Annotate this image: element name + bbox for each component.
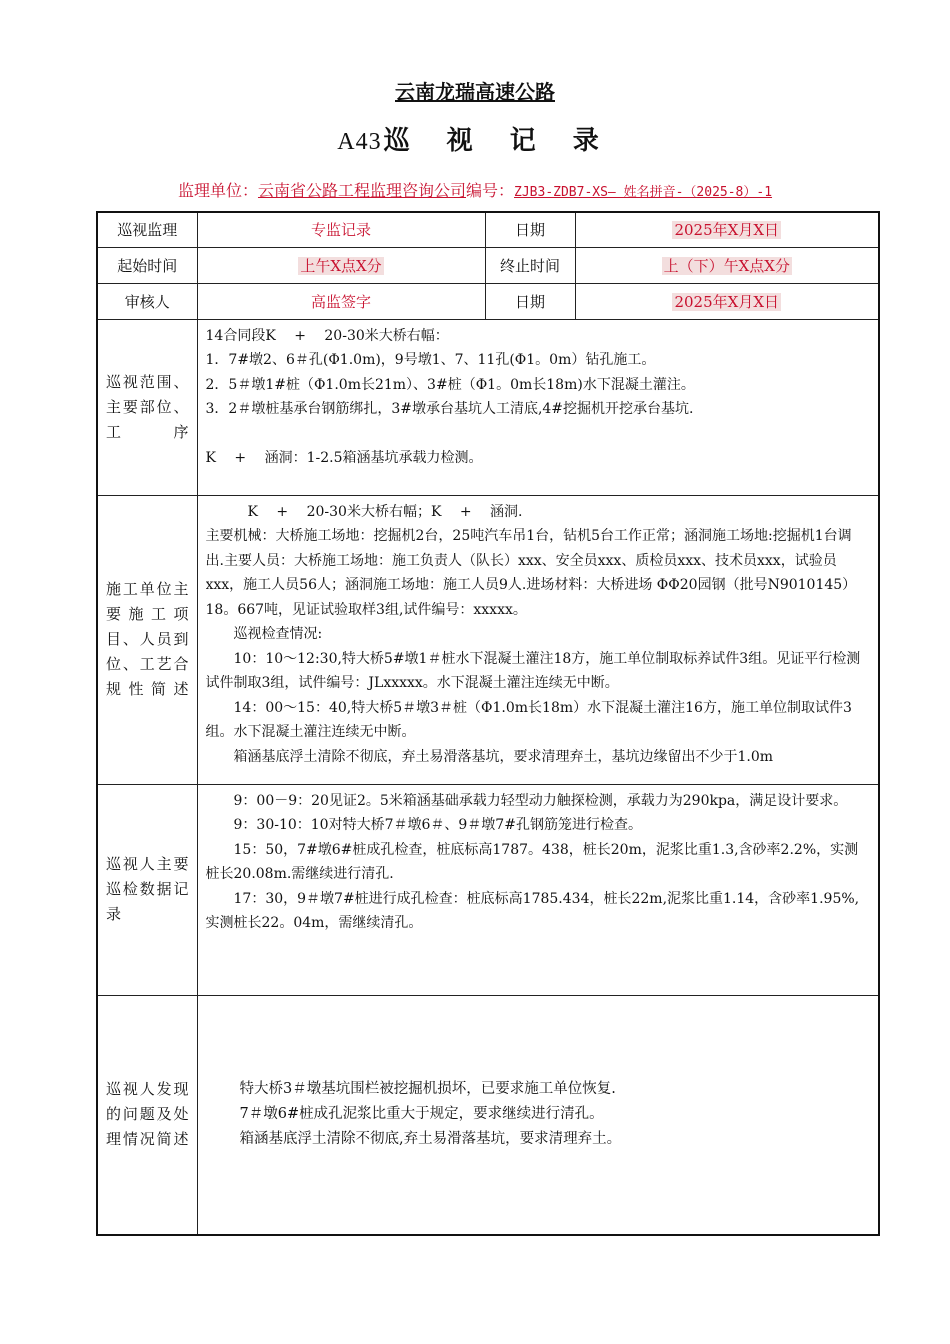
data-record-line: 15：50，7#墩6#桩成孔检查，桩底标高1787。438，桩长20m，泥浆比重1.3,含砂率2.2%，实测桩长20.08m.需继续进行清孔. [205,841,859,882]
construction-line: 10：10～12:30,特大桥5#墩1＃桩水下混凝土灌注18方，施工单位制取标养试件3组。见证平行检测试件制取3组，试件编号：JLxxxxx。水下混凝土灌注连续无中断。 [205,650,861,691]
scope-line: 2．5＃墩1#桩（Φ1.0m长21m）、3#桩（Φ1。0m长18m)水下混凝土灌注。 [205,376,695,393]
end-time-value[interactable] [575,247,879,283]
problems-content[interactable] [197,995,879,1235]
scope-line: K + 涵洞：1-2.5箱涵基坑承载力检测。 [205,449,483,466]
inspection-record-table [96,211,880,1236]
review-date-text: 2025年X月X日 [674,292,780,311]
problem-line: 箱涵基底浮土清除不彻底,弃土易滑落基坑，要求清理弃土。 [239,1131,622,1148]
construction-line: 14：00～15：40,特大桥5＃墩3＃桩（Φ1.0m长18m）水下混凝土灌注16方，施工单位制取试件3组。水下混凝土灌注连续无中断。 [205,699,852,740]
problems-label: 巡视人发现的问题及处理情况简述 [97,995,197,1235]
document-name: 巡 视 记 录 [383,126,613,156]
scope-line: 1．7#墩2、6＃孔(Φ1.0m)，9号墩1、7、11孔(Φ1。0m）钻孔施工。 [205,352,656,368]
scope-line: 3．2＃墩桩基承台钢筋绑扎，3#墩承台基坑人工清底,4#挖掘机开挖承台基坑. [205,401,694,417]
review-date-label: 日期 [485,283,575,319]
problem-line: 特大桥3＃墩基坑围栏被挖掘机损坏，已要求施工单位恢复. [239,1081,616,1098]
start-time-text: 上午X点X分 [300,256,382,275]
scope-label: 巡视范围、主要部位、工序 [97,319,197,495]
data-record-label: 巡视人主要巡检数据记录 [97,784,197,995]
row-data-record [97,784,879,995]
document-heading [0,120,950,157]
construction-content[interactable] [197,495,879,784]
page-title: 云南龙瑞高速公路 [395,80,555,104]
row-construction [97,495,879,784]
row-scope [97,319,879,495]
construction-text [206,500,871,784]
inspector-value[interactable]: 专监记录 [197,212,485,247]
number-label: 编号： [466,181,515,200]
start-time-value[interactable] [197,247,485,283]
row-time [97,247,879,283]
date-label: 日期 [485,212,575,247]
end-time-label: 终止时间 [485,247,575,283]
row-reviewer [97,283,879,319]
unit-name: 云南省公路工程监理咨询公司 [257,181,466,200]
supervision-unit-line [0,178,950,201]
construction-line: K + 20-30米大桥右幅；K + 涵洞. [233,503,523,520]
review-date-value[interactable] [575,283,879,319]
end-time-text: 上（下）午X点X分 [663,256,790,275]
row-inspector [97,212,879,247]
construction-line: 主要机械：大桥施工场地：挖掘机2台，25吨汽车吊1台，钻机5台工作正常；涵洞施工场地:挖掘机1台调出.主要人员：大桥施工场地：施工负责人（队长）xxx、安全员xxx、质检员xxx、技术员xxx，试验员xxx，施工人员56人；涵洞施工场地：施工人员9人.进场材料：大桥进场 ΦΦ20园钢（批号N9010145）18。667吨，见证试验取样3组,试件编号：xxxxx。 [205,528,857,618]
problem-line: 7＃墩6#桩成孔泥浆比重大于规定，要求继续进行清孔。 [239,1106,604,1123]
data-record-line: 9：30-10：10对特大桥7＃墩6＃、9＃墩7#孔钢筋笼进行检查。 [233,817,642,833]
reviewer-value[interactable]: 高监签字 [197,283,485,319]
document-code: A43 [337,129,382,155]
construction-label: 施工单位主要施工项目、人员到位、工艺合规性简述 [97,495,197,784]
number-value: ZJB3-ZDB7-XS— 姓名拼音-（2025-8）-1 [514,185,773,200]
reviewer-label: 审核人 [97,283,197,319]
construction-line: 箱涵基底浮土清除不彻底，弃土易滑落基坑，要求清理弃土，基坑边缘留出不少于1.0m [233,748,774,765]
data-record-line: 17：30，9＃墩7#桩进行成孔检查：桩底标高1785.434，桩长22m,泥浆比重1.14，含砂率1.95%,实测桩长22。04m，需继续清孔。 [205,890,860,931]
inspector-label: 巡视监理 [97,212,197,247]
scope-line: 14合同段K + 20-30米大桥右幅： [205,327,449,344]
scope-content[interactable] [197,319,879,495]
date-value[interactable] [575,212,879,247]
data-record-content[interactable] [197,784,879,995]
construction-line: 巡视检查情况: [233,626,323,642]
date-value-text: 2025年X月X日 [674,221,780,240]
unit-label: 监理单位： [177,181,258,200]
data-record-line: 9：00－9：20见证2。5米箱涵基础承载力轻型动力触探检测，承载力为290kpa，满足设计要求。 [233,792,848,809]
start-time-label: 起始时间 [97,247,197,283]
row-problems [97,995,879,1235]
